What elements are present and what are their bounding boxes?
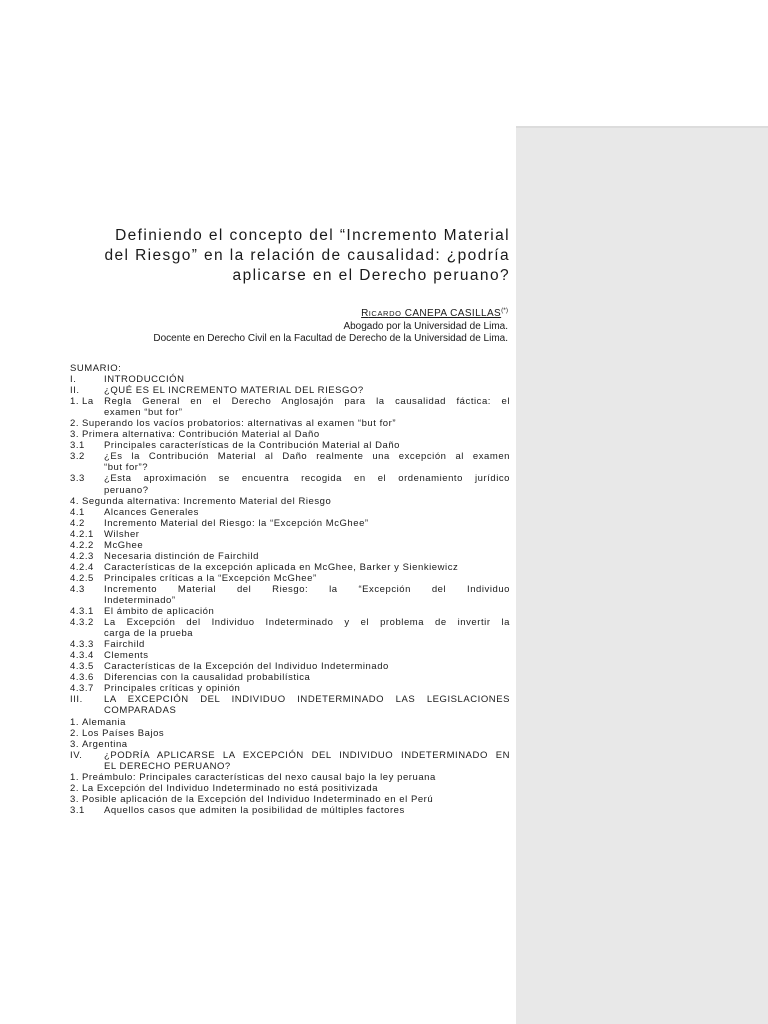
toc-entry-text: Fairchild xyxy=(104,639,145,651)
toc-entry-number: 4.2.2 xyxy=(70,539,94,551)
title-line: Definiendo el concepto del “Incremento Material xyxy=(115,227,510,244)
toc-entry[interactable] xyxy=(70,440,510,451)
toc-entry[interactable] xyxy=(70,507,510,518)
toc-entry-number: 4.2.3 xyxy=(70,550,94,562)
toc-entry-number: 3.1 xyxy=(70,804,85,816)
toc-entry-text: Clements xyxy=(104,650,149,662)
toc-entry[interactable] xyxy=(70,683,510,694)
toc-entry[interactable] xyxy=(70,540,510,551)
toc-entry-number: 1. xyxy=(70,716,80,728)
toc-entry-text: Superando los vacíos probatorios: alternativas al examen “but for” xyxy=(82,418,397,430)
toc-entry-text: La Regla General en el Derecho Anglosajón para la causalidad fáctica: el xyxy=(82,396,510,408)
toc-entry[interactable] xyxy=(70,772,510,783)
toc-entry-number: 4.3 xyxy=(70,583,85,595)
toc-entry[interactable] xyxy=(70,728,510,739)
toc-entry-text: El ámbito de aplicación xyxy=(104,606,215,618)
toc-entry-text: LA EXCEPCIÓN DEL INDIVIDUO INDETERMINADO LAS LEGISLACIONES xyxy=(104,694,510,706)
toc-entry[interactable] xyxy=(70,496,510,507)
toc-entry-text: ¿Esta aproximación se encuentra recogida en el ordenamiento jurídico xyxy=(104,473,510,485)
toc-entry-text: Alcances Generales xyxy=(104,506,199,518)
toc-heading: SUMARIO: xyxy=(70,363,122,374)
toc-entry-number: 4.3.7 xyxy=(70,683,94,695)
toc-entry-number: 3. xyxy=(70,429,80,441)
toc-entry-number: 4.2 xyxy=(70,517,85,529)
toc-entry[interactable] xyxy=(70,794,510,805)
toc-entry[interactable] xyxy=(70,739,510,750)
toc-entry-number: 4.3.5 xyxy=(70,661,94,673)
toc-entry-number: I. xyxy=(70,374,77,386)
toc-entry-number: 4.2.5 xyxy=(70,572,94,584)
toc-entry-number: IV. xyxy=(70,749,83,761)
toc-entry-text: Principales críticas y opinión xyxy=(104,683,241,695)
toc-entry-number: 4.2.4 xyxy=(70,561,94,573)
toc-entry-text: Wilsher xyxy=(104,528,140,540)
toc-entry[interactable] xyxy=(70,672,510,683)
toc-entry[interactable] xyxy=(70,694,510,705)
author-block xyxy=(90,305,508,346)
toc-entry-text: Los Países Bajos xyxy=(82,727,165,739)
toc-entry[interactable] xyxy=(70,661,510,672)
toc-entry[interactable] xyxy=(70,529,510,540)
toc-entry-text: ¿QUÉ ES EL INCREMENTO MATERIAL DEL RIESGO? xyxy=(104,385,364,397)
toc-entry-text: Necesaria distinción de Fairchild xyxy=(104,550,259,562)
toc-entry[interactable] xyxy=(70,584,510,595)
toc-entry-text: ¿PODRÍA APLICARSE LA EXCEPCIÓN DEL INDIVIDUO INDETERMINADO EN xyxy=(104,749,510,761)
toc-entry-continuation: “but for”? xyxy=(104,462,149,474)
toc-entry[interactable] xyxy=(70,717,510,728)
toc-entry[interactable] xyxy=(70,451,510,462)
toc-entry[interactable] xyxy=(70,385,510,396)
toc-entry-text: Posible aplicación de la Excepción del Individuo Indeterminado en el Perú xyxy=(82,793,434,805)
author-credential: Abogado por la Universidad de Lima. xyxy=(343,320,508,332)
toc-entry-continuation: peruano? xyxy=(104,484,149,496)
toc-entry-text: ¿Es la Contribución Material al Daño realmente una excepción al examen xyxy=(104,451,510,463)
toc-entry[interactable] xyxy=(70,573,510,584)
toc-entry-number: 3. xyxy=(70,793,80,805)
toc-entry[interactable] xyxy=(70,374,510,385)
toc-entry-continuation: examen “but for” xyxy=(104,407,183,419)
table-of-contents xyxy=(70,363,510,816)
toc-entry-continuation: carga de la prueba xyxy=(104,628,194,640)
toc-entry[interactable] xyxy=(70,562,510,573)
toc-entry-text: Segunda alternativa: Incremento Material del Riesgo xyxy=(82,495,332,507)
toc-entry-text: McGhee xyxy=(104,539,144,551)
toc-entry-text: Características de la Excepción del Individuo Indeterminado xyxy=(104,661,389,673)
title-line: aplicarse en el Derecho peruano? xyxy=(232,267,510,284)
toc-entry-number: 4. xyxy=(70,495,80,507)
toc-entry-number: 4.2.1 xyxy=(70,528,94,540)
toc-entry-number: 1. xyxy=(70,771,80,783)
toc-entry-text: Principales características de la Contribución Material al Daño xyxy=(104,440,401,452)
toc-entry-continuation: Indeterminado” xyxy=(104,594,176,606)
toc-entry[interactable] xyxy=(70,418,510,429)
toc-entry[interactable] xyxy=(70,429,510,440)
toc-entry[interactable] xyxy=(70,783,510,794)
toc-entry-number: 1. xyxy=(70,396,80,408)
toc-entry[interactable] xyxy=(70,551,510,562)
toc-entry-number: 2. xyxy=(70,782,80,794)
footnote-mark[interactable]: (*) xyxy=(501,307,508,314)
toc-entry[interactable] xyxy=(70,750,510,761)
toc-entry-text: Incremento Material del Riesgo: la “Excepción McGhee” xyxy=(104,517,369,529)
article-title xyxy=(70,226,510,286)
title-line: del Riesgo” en la relación de causalidad: ¿podría xyxy=(104,247,510,264)
toc-entry-text: Primera alternativa: Contribución Material al Daño xyxy=(82,429,320,441)
toc-entry[interactable] xyxy=(70,650,510,661)
toc-entry-number: 4.3.3 xyxy=(70,639,94,651)
toc-entry-number: 4.3.6 xyxy=(70,672,94,684)
toc-entry-number: 3.2 xyxy=(70,451,85,463)
toc-entry-number: 2. xyxy=(70,418,80,430)
toc-entry-number: III. xyxy=(70,694,83,706)
toc-entry-text: Incremento Material del Riesgo: la “Excepción del Individuo xyxy=(104,583,510,595)
toc-entry-text: La Excepción del Individuo Indeterminado no está positivizada xyxy=(82,782,379,794)
toc-entry-number: 3.1 xyxy=(70,440,85,452)
toc-entry-number: 2. xyxy=(70,727,80,739)
toc-entry-number: 4.3.2 xyxy=(70,617,94,629)
toc-entry-number: 4.1 xyxy=(70,506,85,518)
toc-entry-number: 4.3.4 xyxy=(70,650,94,662)
comment-margin-panel xyxy=(516,126,768,1024)
author-name: RICARDO CANEPA CASILLAS xyxy=(361,308,502,319)
toc-entry-number: 4.3.1 xyxy=(70,606,94,618)
toc-entry[interactable] xyxy=(70,473,510,484)
toc-entry-text: La Excepción del Individuo Indeterminado y el problema de invertir la xyxy=(104,617,510,629)
toc-entry-continuation: EL DERECHO PERUANO? xyxy=(104,760,231,772)
toc-entry-text: INTRODUCCIÓN xyxy=(104,374,185,386)
margin-divider xyxy=(516,126,768,128)
toc-entry-text: Características de la excepción aplicada en McGhee, Barker y Sienkiewicz xyxy=(104,561,459,573)
toc-entry-text: Argentina xyxy=(82,738,128,750)
toc-entry-number: 3.3 xyxy=(70,473,85,485)
toc-entry[interactable] xyxy=(70,396,510,407)
author-position: Docente en Derecho Civil en la Facultad de Derecho de la Universidad de Lima. xyxy=(153,333,508,344)
toc-entry-number: 3. xyxy=(70,738,80,750)
toc-entry-text: Principales críticas a la “Excepción McGhee” xyxy=(104,572,317,584)
toc-entry[interactable] xyxy=(70,518,510,529)
toc-entry-text: Alemania xyxy=(82,716,127,728)
toc-entry[interactable] xyxy=(70,606,510,617)
toc-entry-text: Aquellos casos que admiten la posibilidad de múltiples factores xyxy=(104,804,405,816)
toc-entry-number: II. xyxy=(70,385,80,397)
toc-entry[interactable] xyxy=(70,639,510,650)
toc-entry[interactable] xyxy=(70,805,510,816)
toc-entry-text: Preámbulo: Principales características del nexo causal bajo la ley peruana xyxy=(82,771,436,783)
toc-entry[interactable] xyxy=(70,617,510,628)
toc-entry-continuation: COMPARADAS xyxy=(104,705,177,717)
toc-entry-text: Diferencias con la causalidad probabilística xyxy=(104,672,311,684)
